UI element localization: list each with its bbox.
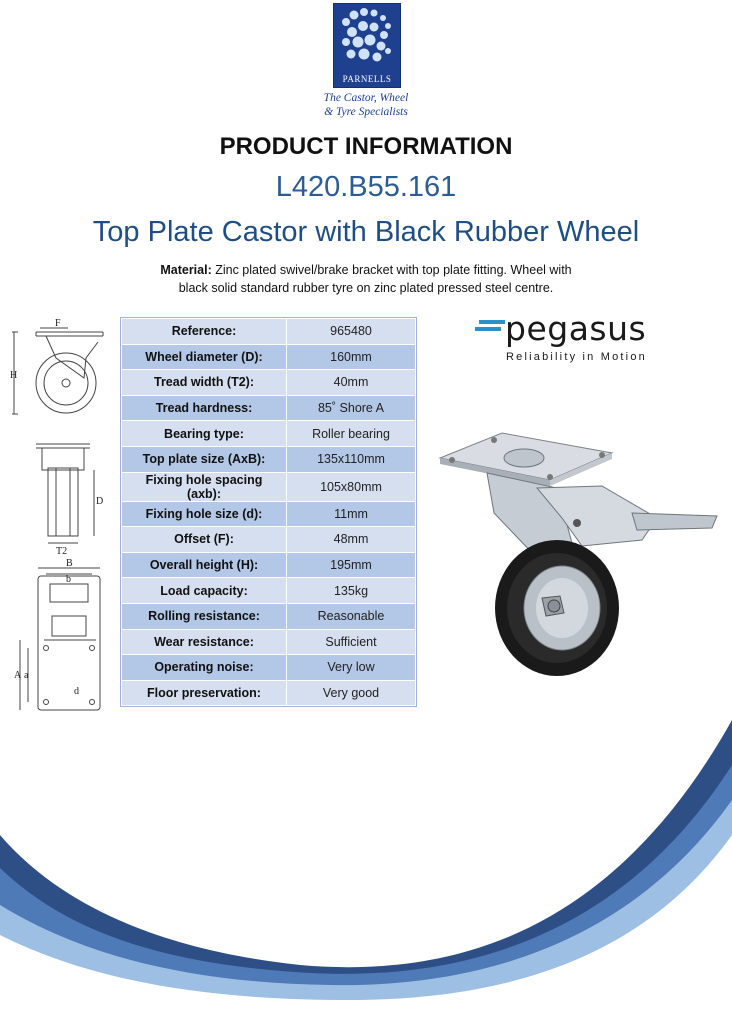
spec-value: 85˚ Shore A [287, 395, 416, 421]
spec-label: Wheel diameter (D): [122, 344, 287, 370]
label-d: D [96, 496, 104, 507]
spec-value: 105x80mm [287, 472, 416, 501]
spec-label: Fixing hole spacing (axb): [122, 472, 287, 501]
material-line-1 [120, 261, 612, 279]
spec-row [122, 395, 416, 421]
material-text-1: Zinc plated swivel/brake bracket with top plate fitting. Wheel with [211, 263, 572, 277]
castor-product-image [432, 428, 722, 688]
logo-circles-icon [334, 4, 400, 70]
spec-value: 965480 [287, 319, 416, 345]
spec-value: 11mm [287, 501, 416, 527]
spec-row [122, 319, 416, 345]
spec-label: Operating noise: [122, 655, 287, 681]
page-heading: PRODUCT INFORMATION [219, 133, 513, 160]
spec-label: Load capacity: [122, 578, 287, 604]
label-b-upper: B [66, 558, 73, 569]
spec-value: 195mm [287, 552, 416, 578]
spec-value: Roller bearing [287, 421, 416, 447]
spec-label: Top plate size (AxB): [122, 446, 287, 472]
spec-row [122, 655, 416, 681]
product-title: Top Plate Castor with Black Rubber Wheel [92, 216, 640, 248]
spec-row [122, 527, 416, 553]
spec-row [122, 501, 416, 527]
label-t2: T2 [56, 546, 68, 557]
spec-row [122, 370, 416, 396]
spec-label: Bearing type: [122, 421, 287, 447]
spec-label: Tread hardness: [122, 395, 287, 421]
spec-value: Very low [287, 655, 416, 681]
logo-brand-text: PARNELLS [342, 74, 392, 84]
material-description [120, 261, 612, 297]
spec-row [122, 629, 416, 655]
spec-label: Reference: [122, 319, 287, 345]
spec-value: Very good [287, 680, 416, 706]
pegasus-logo-text: pegasus [505, 309, 647, 348]
product-code: L420.B55.161 [275, 171, 457, 203]
tagline-line-2: & Tyre Specialists [324, 106, 408, 118]
spec-label: Wear resistance: [122, 629, 287, 655]
pegasus-tagline: Reliability in Motion [506, 351, 647, 363]
spec-value: 160mm [287, 344, 416, 370]
castor-technical-drawings [8, 318, 116, 718]
spec-row [122, 578, 416, 604]
label-a-upper: A [14, 670, 22, 681]
material-label: Material: [160, 263, 212, 277]
spec-label: Offset (F): [122, 527, 287, 553]
spec-row [122, 344, 416, 370]
label-b-lower: b [66, 574, 71, 585]
spec-value: Sufficient [287, 629, 416, 655]
spec-label: Tread width (T2): [122, 370, 287, 396]
label-h: H [10, 370, 18, 381]
spec-value: 40mm [287, 370, 416, 396]
tagline-line-1: The Castor, Wheel [323, 92, 409, 104]
spec-row [122, 680, 416, 706]
spec-row [122, 472, 416, 501]
material-line-2: black solid standard rubber tyre on zinc plated pressed steel centre. [178, 281, 554, 295]
spec-value: 48mm [287, 527, 416, 553]
spec-value: Reasonable [287, 603, 416, 629]
label-a-lower: a [24, 670, 29, 681]
pegasus-dash-icon [475, 318, 507, 334]
spec-row [122, 446, 416, 472]
spec-label: Rolling resistance: [122, 603, 287, 629]
spec-label: Fixing hole size (d): [122, 501, 287, 527]
spec-row [122, 552, 416, 578]
spec-value: 135kg [287, 578, 416, 604]
spec-label: Overall height (H): [122, 552, 287, 578]
spec-row [122, 421, 416, 447]
parnells-logo [333, 3, 401, 88]
label-d-hole: d [74, 686, 79, 697]
spec-row [122, 603, 416, 629]
spec-value: 135x110mm [287, 446, 416, 472]
spec-label: Floor preservation: [122, 680, 287, 706]
specification-table [121, 318, 416, 706]
logo-tagline [300, 91, 432, 119]
label-f: F [55, 318, 61, 329]
